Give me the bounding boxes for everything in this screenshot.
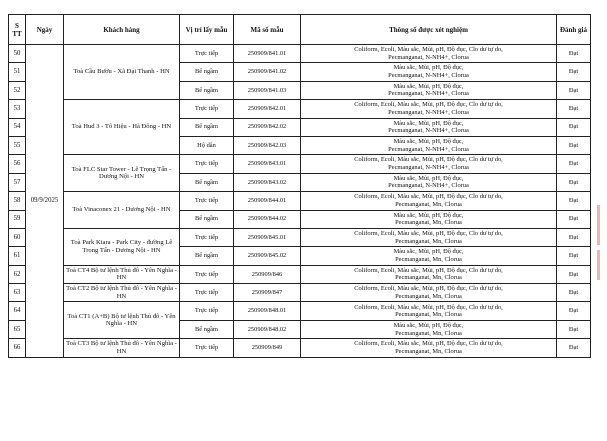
sample-position: Trực tiếp [180,302,234,320]
sample-code: 250909/842.03 [234,136,301,154]
sample-position: Bể ngầm [180,247,234,265]
parameters-line-2: Pecmanganat, N-NH4+, Clorua [388,145,469,153]
parameters-line-1: Màu sắc, Mùi, pH, Độ đục, [393,248,464,256]
table-row [9,100,591,118]
customer-name: Toà CT4 Bộ tư lệnh Thủ đô - Yên Nghĩa - HN [64,265,180,283]
evaluation-result: Đạt [557,284,591,302]
table-row [9,339,591,357]
row-stt: 52 [9,81,26,99]
tested-parameters [301,100,557,118]
sample-position: Bể ngầm [180,81,234,99]
parameters-line-1: Màu sắc, Mùi, pH, Độ đục, [393,82,464,90]
evaluation-result: Đạt [557,63,591,81]
evaluation-result: Đạt [557,136,591,154]
evaluation-result: Đạt [557,45,591,63]
evaluation-result: Đạt [557,320,591,338]
parameters-line-1: Coliform, Ecoli, Màu sắc, Mùi, pH, Độ đục, Clo dư tự do, [354,285,503,293]
sample-position: Bể ngầm [180,210,234,228]
sample-position: Bể ngầm [180,173,234,191]
sample-code: 250909/846 [234,265,301,283]
header-params: Thông số được xét nghiệm [301,15,557,45]
sample-code: 250909/848.01 [234,302,301,320]
parameters-line-2: Pecmanganat, N-NH4+, Clorua [388,90,469,98]
sample-code: 250909/841.02 [234,63,301,81]
sample-code: 250909/845.02 [234,247,301,265]
parameters-line-1: Coliform, Ecoli, Màu sắc, Mùi, pH, Độ đục, Clo dư tự do, [354,266,503,274]
row-stt: 54 [9,118,26,136]
parameters-line-2: Pecmanganat, N-NH4+, Clorua [388,72,469,80]
sample-code: 250909/844.02 [234,210,301,228]
sample-code: 250909/843.01 [234,155,301,173]
parameters-line-1: Coliform, Ecoli, Màu sắc, Mùi, pH, Độ đục, Clo dư tự do, [354,230,503,237]
tested-parameters [301,247,557,265]
parameters-line-1: Màu sắc, Mùi, pH, Độ đục, [393,138,464,146]
evaluation-result: Đạt [557,100,591,118]
row-stt: 62 [9,265,26,283]
parameters-line-2: Pecmanganat, N-NH4+, Clorua [388,182,469,190]
header-customer: Khách hàng [64,15,180,45]
customer-name: Toà FLC Star Tower - Lê Trọng Tấn - Dương Nội - HN [64,155,180,192]
row-stt: 55 [9,136,26,154]
sample-position: Trực tiếp [180,284,234,302]
sample-code: 250909/842.02 [234,118,301,136]
results-table [8,14,591,358]
parameters-line-1: Màu sắc, Mùi, pH, Độ đục, [393,64,464,72]
sample-code: 250909/848.02 [234,320,301,338]
sample-code: 250909/844.01 [234,192,301,210]
header-stt: S TT [9,15,26,45]
sample-position: Trực tiếp [180,265,234,283]
evaluation-result: Đạt [557,265,591,283]
sample-position: Trực tiếp [180,228,234,246]
sample-position: Bể ngầm [180,118,234,136]
sample-code: 250909/849 [234,339,301,357]
parameters-line-1: Coliform, Ecoli, Màu sắc, Mùi, pH, Độ đục, Clo dư tự do, [354,193,503,201]
sample-position: Trực tiếp [180,339,234,357]
parameters-line-1: Màu sắc, Mùi, pH, Độ đục, [393,321,464,329]
parameters-line-2: Pecmanganat, Mn, Clorua [395,255,462,263]
tested-parameters [301,302,557,320]
customer-name: Toà Cầu Bươu - Xã Đại Thanh - HN [64,45,180,100]
table-row [9,302,591,320]
customer-name: Toà Hud 3 - Tô Hiệu - Hà Đông - HN [64,100,180,155]
evaluation-result: Đạt [557,192,591,210]
sample-position: Trực tiếp [180,192,234,210]
tested-parameters [301,284,557,302]
row-stt: 64 [9,302,26,320]
evaluation-result: Đạt [557,210,591,228]
table-row [9,45,591,63]
tested-parameters [301,81,557,99]
row-stt: 53 [9,100,26,118]
parameters-line-2: Pecmanganat, Mn, Clorua [395,292,462,300]
table-body [9,45,591,358]
row-stt: 63 [9,284,26,302]
sample-code: 250909/843.02 [234,173,301,191]
header-code: Mã số mẫu [234,15,301,45]
row-stt: 66 [9,339,26,357]
sample-position: Trực tiếp [180,155,234,173]
evaluation-result: Đạt [557,173,591,191]
parameters-line-2: Pecmanganat, Mn, Clorua [395,237,462,245]
parameters-line-1: Coliform, Ecoli, Màu sắc, Mùi, pH, Độ đục, Clo dư tự do, [354,340,503,348]
tested-parameters [301,173,557,191]
tested-parameters [301,192,557,210]
parameters-line-1: Màu sắc, Mùi, pH, Độ đục, [393,119,464,127]
tested-parameters [301,155,557,173]
tested-parameters [301,228,557,246]
parameters-line-1: Coliform, Ecoli, Màu sắc, Mùi, pH, Độ đục, Clo dư tự do, [354,46,503,54]
parameters-line-2: Pecmanganat, Mn, Clorua [395,200,462,208]
evaluation-result: Đạt [557,302,591,320]
sample-position: Bể ngầm [180,63,234,81]
row-stt: 50 [9,45,26,63]
parameters-line-2: Pecmanganat, N-NH4+, Clorua [388,108,469,116]
tested-parameters [301,136,557,154]
evaluation-result: Đạt [557,118,591,136]
evaluation-result: Đạt [557,247,591,265]
tested-parameters [301,63,557,81]
evaluation-result: Đạt [557,228,591,246]
row-stt: 57 [9,173,26,191]
table-row [9,284,591,302]
sample-code: 250909/847 [234,284,301,302]
parameters-line-2: Pecmanganat, N-NH4+, Clorua [388,127,469,135]
evaluation-result: Đạt [557,155,591,173]
sample-position: Trực tiếp [180,45,234,63]
row-stt: 59 [9,210,26,228]
customer-name: Toà CT3 Bộ tư lệnh Thủ đô - Yên Nghĩa - HN [64,339,180,357]
parameters-line-2: Pecmanganat, Mn, Clorua [395,311,462,319]
evaluation-result: Đạt [557,339,591,357]
parameters-line-1: Coliform, Ecoli, Màu sắc, Mùi, pH, Độ đục, Clo dư tự do, [354,101,503,109]
red-stamp-mark [597,205,600,245]
table-row [9,265,591,283]
table-row [9,228,591,246]
customer-name: Toà CT2 Bộ tư lệnh Thủ đô - Yên Nghĩa - HN [64,284,180,302]
row-stt: 56 [9,155,26,173]
header-position: Vị trí lấy mẫu [180,15,234,45]
parameters-line-2: Pecmanganat, Mn, Clorua [395,219,462,227]
parameters-line-2: Pecmanganat, N-NH4+, Clorua [388,53,469,61]
sample-position: Hộ dân [180,136,234,154]
header-row [9,15,591,45]
table-row [9,155,591,173]
parameters-line-1: Coliform, Ecoli, Màu sắc, Mùi, pH, Độ đục, Clo dư tự do, [354,156,503,164]
customer-name: Toà CT1 (A+B) Bộ tư lệnh Thủ đô - Yên Nghĩa - HN [64,302,180,339]
sample-code: 250909/841.01 [234,45,301,63]
red-stamp-mark [597,250,600,280]
tested-parameters [301,210,557,228]
row-stt: 58 [9,192,26,210]
sample-code: 250909/842.01 [234,100,301,118]
row-stt: 65 [9,320,26,338]
row-stt: 60 [9,228,26,246]
sample-code: 250909/841.03 [234,81,301,99]
parameters-line-2: Pecmanganat, Mn, Clorua [395,329,462,337]
parameters-line-1: Coliform, Ecoli, Màu sắc, Mùi, pH, Độ đục, Clo dư tự do, [354,303,503,311]
customer-name: Toà Vinaconex 21 - Dương Nội - HN [64,192,180,229]
sample-position: Bể ngầm [180,320,234,338]
tested-parameters [301,118,557,136]
header-date: Ngày [26,15,64,45]
sample-date: 09/9/2025 [26,45,64,358]
tested-parameters [301,45,557,63]
sample-position: Trực tiếp [180,100,234,118]
evaluation-result: Đạt [557,81,591,99]
parameters-line-1: Màu sắc, Mùi, pH, Độ đục, [393,211,464,219]
parameters-line-2: Pecmanganat, N-NH4+, Clorua [388,164,469,172]
row-stt: 61 [9,247,26,265]
tested-parameters [301,339,557,357]
parameters-line-1: Màu sắc, Mùi, pH, Độ đục, [393,174,464,182]
parameters-line-2: Pecmanganat, Mn, Clorua [395,274,462,282]
customer-name: Toà Park Kiara - Park City - đường Lê Trọng Tấn - Dương Nội - HN [64,228,180,265]
table-row [9,192,591,210]
sample-code: 250909/845.01 [234,228,301,246]
parameters-line-2: Pecmanganat, Mn, Clorua [395,347,462,355]
tested-parameters [301,265,557,283]
row-stt: 51 [9,63,26,81]
tested-parameters [301,320,557,338]
header-eval: Đánh giá [557,15,591,45]
